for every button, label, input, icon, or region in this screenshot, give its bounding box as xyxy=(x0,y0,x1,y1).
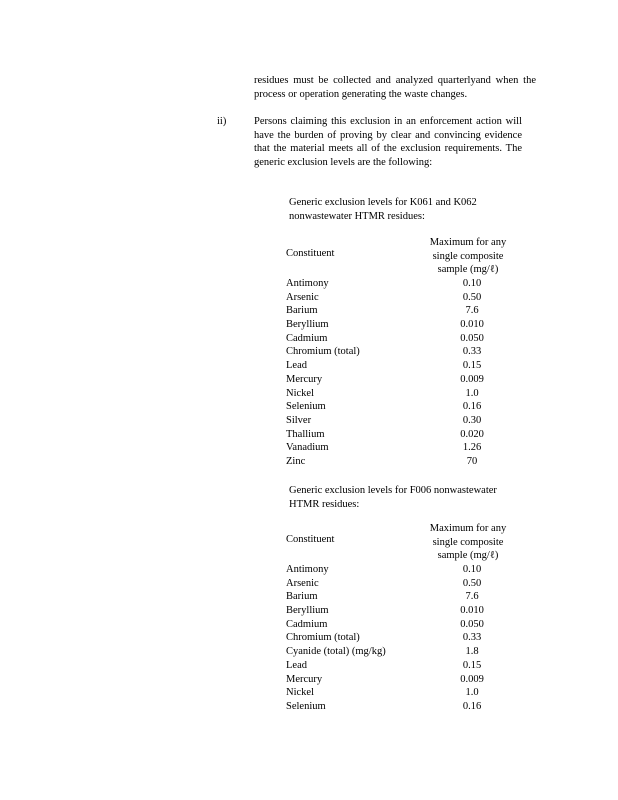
max-value: 0.15 xyxy=(462,360,482,372)
constituent-name: Silver xyxy=(286,414,312,426)
constituent-name: Beryllium xyxy=(286,605,329,617)
max-value: 1.26 xyxy=(462,442,482,454)
max-value: 0.50 xyxy=(462,577,482,589)
column-header-maximum: Maximum for any single composite sample (mg/ℓ) xyxy=(429,523,507,561)
max-value: 7.6 xyxy=(465,591,479,603)
exclusion-table-f006 xyxy=(286,522,522,714)
table-row xyxy=(286,631,522,645)
max-value: 0.10 xyxy=(462,564,482,575)
table-row xyxy=(286,673,522,687)
constituent-name: Thallium xyxy=(286,428,325,440)
constituent-name: Arsenic xyxy=(286,577,319,589)
item-label-ii: ii) xyxy=(217,116,227,127)
table-row xyxy=(286,618,522,632)
max-value: 0.020 xyxy=(460,428,484,440)
table-row xyxy=(286,590,522,604)
table-row xyxy=(286,414,522,428)
table-row xyxy=(286,345,522,359)
max-value: 0.30 xyxy=(462,414,482,426)
table-body xyxy=(286,277,522,469)
paragraph-burden-of-proof: Persons claiming this exclusion in an enforcement action will have the burden of proving by clear and convincing evidence that the material meets all of the exclusion requirements. The generic exclusion levels are the following: xyxy=(254,116,522,168)
max-value: 0.009 xyxy=(460,673,484,685)
constituent-name: Chromium (total) xyxy=(286,346,360,358)
constituent-name: Nickel xyxy=(286,687,314,699)
constituent-name: Cadmium xyxy=(286,618,328,630)
constituent-name: Nickel xyxy=(286,387,314,399)
table-header xyxy=(286,522,522,563)
exclusion-table-k061-k062 xyxy=(286,236,522,469)
max-value: 0.16 xyxy=(462,700,482,712)
max-value: 1.0 xyxy=(465,687,479,699)
table-row xyxy=(286,359,522,373)
max-value: 0.15 xyxy=(462,659,482,671)
table-row xyxy=(286,428,522,442)
table-row xyxy=(286,455,522,469)
table1-caption: Generic exclusion levels for K061 and K062 nonwastewater HTMR residues: xyxy=(289,197,477,222)
max-value: 70 xyxy=(466,455,478,467)
table-body xyxy=(286,563,522,714)
max-value: 1.0 xyxy=(465,387,479,399)
max-value: 7.6 xyxy=(465,305,479,317)
max-value: 0.050 xyxy=(460,332,484,344)
table-row xyxy=(286,277,522,291)
max-value: 0.050 xyxy=(460,618,484,630)
constituent-name: Barium xyxy=(286,305,318,317)
table-row xyxy=(286,659,522,673)
max-value: 0.010 xyxy=(460,319,484,331)
constituent-name: Cadmium xyxy=(286,332,328,344)
constituent-name: Vanadium xyxy=(286,442,329,454)
max-value: 0.50 xyxy=(462,291,482,303)
max-value: 1.8 xyxy=(465,646,479,658)
table-row xyxy=(286,318,522,332)
table-row xyxy=(286,387,522,401)
max-value: 0.33 xyxy=(462,632,482,644)
table-row xyxy=(286,291,522,305)
constituent-name: Antimony xyxy=(286,564,329,575)
paragraph-continuation: residues must be collected and analyzed quarterlyand when the process or operation generating the waste changes. xyxy=(254,75,536,100)
max-value: 0.33 xyxy=(462,346,482,358)
max-value: 0.10 xyxy=(462,278,482,289)
constituent-name: Mercury xyxy=(286,373,323,385)
table-row xyxy=(286,604,522,618)
constituent-name: Mercury xyxy=(286,673,323,685)
table-row xyxy=(286,645,522,659)
constituent-name: Chromium (total) xyxy=(286,632,360,644)
table-row xyxy=(286,373,522,387)
constituent-name: Selenium xyxy=(286,700,326,712)
table-row xyxy=(286,441,522,455)
max-value: 0.010 xyxy=(460,605,484,617)
constituent-name: Barium xyxy=(286,591,318,603)
table-row xyxy=(286,332,522,346)
table-row xyxy=(286,577,522,591)
table-row xyxy=(286,563,522,577)
constituent-name: Selenium xyxy=(286,401,326,413)
max-value: 0.009 xyxy=(460,373,484,385)
table-row xyxy=(286,686,522,700)
constituent-name: Zinc xyxy=(286,455,306,467)
constituent-name: Antimony xyxy=(286,278,329,289)
table-row xyxy=(286,700,522,714)
table-header xyxy=(286,236,522,277)
constituent-name: Arsenic xyxy=(286,291,319,303)
column-header-constituent: Constituent xyxy=(286,534,335,545)
table-row xyxy=(286,400,522,414)
column-header-constituent: Constituent xyxy=(286,248,335,259)
constituent-name: Cyanide (total) (mg/kg) xyxy=(286,646,386,658)
constituent-name: Beryllium xyxy=(286,319,329,331)
column-header-maximum: Maximum for any single composite sample (mg/ℓ) xyxy=(429,237,507,275)
constituent-name: Lead xyxy=(286,360,307,372)
max-value: 0.16 xyxy=(462,401,482,413)
constituent-name: Lead xyxy=(286,659,307,671)
table-row xyxy=(286,304,522,318)
table2-caption: Generic exclusion levels for F006 nonwastewater HTMR residues: xyxy=(289,485,497,510)
